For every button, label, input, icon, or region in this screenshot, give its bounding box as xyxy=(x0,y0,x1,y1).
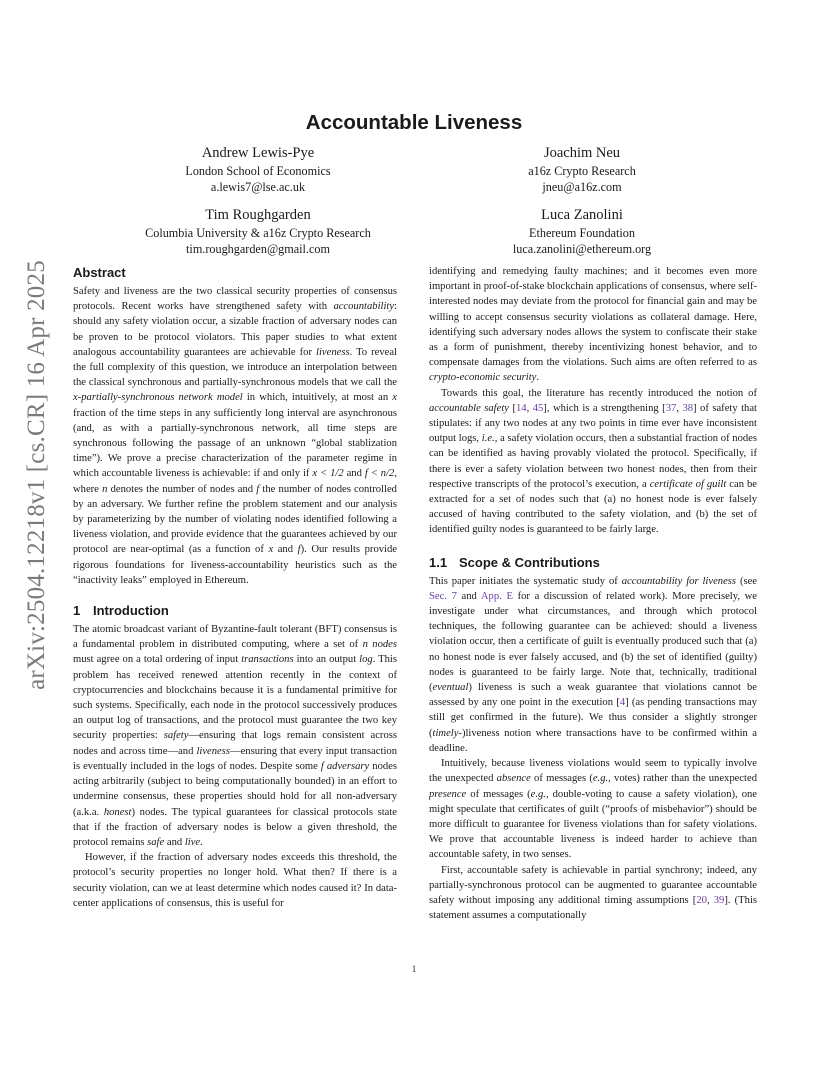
author-email[interactable]: tim.roughgarden@gmail.com xyxy=(186,242,330,256)
paper-title: Accountable Liveness xyxy=(305,111,523,134)
author-name: Luca Zanolini xyxy=(541,207,623,223)
author-block-3 xyxy=(103,205,413,257)
abstract-text: Safety and liveness are the two classical security properties of consensus protocols. Recent works have strengthened safety with accountability: should any safety violation occur, a sizable fraction of adversary nodes can be proven to be protocol violators. This paper studies to what extent analogous accountability guarantees are achievable for liveness. To reveal the full complexity of this question, we introduce an interpolation between the classical synchronous and partially-synchronous models that we call the x-partially-synchronous network model in which, intuitively, at most an x fraction of the time steps in any sufficiently long interval are asynchronous (and, as with a partially-synchronous network, all time steps are synchronous following the passage of an unknown “global stablization time”). We prove a precise characterization of the parameter regime in which accountable liveness is achievable: if and only if x < 1/2 and f < n/2, where n denotes the number of nodes and f the number of nodes controlled by an adversary. We further refine the problem statement and our analysis by parameterizing by the number of violating nodes identified following a liveness violation, and provide evidence that the guarantees achieved by our protocol are near-optimal (as a function of x and f). Our results provide rigorous foundations for liveness-accountability heuristics such as the “inactivity leaks” employed in Ethereum. xyxy=(73,286,398,586)
intro-paragraph-2: However, if the fraction of adversary nodes exceeds this threshold, the protocol’s security properties no longer hold. What then? If there is a security violation, can we at least determine which nodes caused it? In data-center applications of consensus, this is useful for xyxy=(73,852,397,909)
scope-paragraph-1: This paper initiates the systematic study of accountability for liveness (see Sec. 7 and App. E for a discussion of related work). More precisely, we investigate under what circumstances, and through which protocol techniques, the following guarantee can be achieved: should a liveness violation occur, then a certificate of guilt is eventually produced such that (a) no honest node is ever falsely accused, and (b) the set of identified (guilty) nodes is guaranteed to be fairly large. Note that, technically, traditional (eventual) liveness is such a weak guarantee that violations cannot be assessed by any one point in the execution [4] (as pending transactions may still get confirmed in the future). We thus consider a slightly stronger (timely-)liveness notion where transactions have to be confirmed within a deadline. xyxy=(429,575,758,754)
section-link[interactable]: Sec. 7 xyxy=(429,590,457,602)
appendix-link[interactable]: App. E xyxy=(480,590,513,602)
section-heading-scope: 1.1 Scope & Contributions xyxy=(429,554,600,570)
scope-paragraph-2: Intuitively, because liveness violations would seem to typically involve the unexpected absence of messages (e.g., votes) rather than the unexpected presence of messages (e.g., double-voting to cause a safety violation), one might speculate that certificates of guilt (“proofs of misbehavior”) should be more difficult to guarantee for liveness violations than for safety violations. We prove that accountable liveness is indeed harder to achieve than accountable safety, in two senses. xyxy=(429,758,757,861)
abstract-heading: Abstract xyxy=(73,265,126,280)
arxiv-identifier xyxy=(22,260,52,690)
author-name: Andrew Lewis-Pye xyxy=(201,145,315,161)
author-email[interactable]: jneu@a16z.com xyxy=(542,180,622,194)
author-name: Tim Roughgarden xyxy=(205,207,311,223)
author-affiliation: London School of Economics xyxy=(185,164,331,178)
left-column xyxy=(73,264,397,911)
intro-paragraph-4: Towards this goal, the literature has recently introduced the notion of accountable safety [14, 45], which is a strengthening [37, 38] of safety that stipulates: if any two nodes at any two points in time ever have inconsistent output logs, i.e., a safety violation occurs, then a substantial fraction of nodes can be identified as having provably violated the protocol. Specifically, if there is ever a safety violation between two honest nodes, then from their respective transcripts of the protocol’s execution, a certificate of guilt can be extracted for a set of nodes such that (a) no honest node is ever falsely accused of having contributed to the safety violation, and (b) the set of identified guilty nodes is guaranteed to be fairly large. xyxy=(429,387,758,536)
citation-link[interactable]: 37 xyxy=(665,402,677,414)
author-email[interactable]: a.lewis7@lse.ac.uk xyxy=(210,180,306,194)
citation-link[interactable]: 20 xyxy=(696,894,707,906)
author-block-1 xyxy=(118,143,398,195)
citation-link[interactable]: 4 xyxy=(619,697,626,709)
intro-paragraph-3: identifying and remedying faulty machines; and it becomes even more important in proof-of-stake blockchain applications of consensus, where self-interested nodes may deviate from the protocol for financial gain and may be willing to accept consensus security violations as collateral damage. Here, identifying such adversary nodes allows the system to confiscate their stake as a form of punishment, thereby incentivizing honest behavior, and to compensate damages from the violations. Such aims are often referred to as crypto-economic security. xyxy=(429,266,758,384)
author-affiliation: Columbia University & a16z Crypto Research xyxy=(145,226,371,240)
citation-link[interactable]: 39 xyxy=(713,894,725,906)
right-column xyxy=(429,264,757,923)
arxiv-id-text: arXiv:2504.12218v1 [cs.CR] 16 Apr 2025 xyxy=(23,260,50,690)
citation-link[interactable]: 45 xyxy=(532,402,544,414)
author-affiliation: a16z Crypto Research xyxy=(528,164,636,178)
author-email[interactable]: luca.zanolini@ethereum.org xyxy=(512,242,652,256)
intro-paragraph-1: The atomic broadcast variant of Byzantine-fault tolerant (BFT) consensus is a fundamental problem in distributed computing, where a set of n nodes must agree on a total ordering of input transactions into an output log. This problem has received renewed attention recently in the context of cryptocurrencies and blockchains because it is a fundamental primitive for such systems. Specifically, each node in the protocol successively produces an output log of transactions, and the protocol must guarantee the two key security properties: safety—ensuring that logs remain consistent across nodes and across time—and liveness—ensuring that every input transaction is eventually included in the logs of nodes. Despite some f adversary nodes acting arbitrarily (subject to being computationally bounded) in an effort to undermine consensus, these properties should hold for all non-adversary (a.k.a. honest) nodes. The typical guarantees for classical protocols state that if the fraction of adversary nodes is below a given threshold, the protocol remains safe and live. xyxy=(73,624,397,848)
author-affiliation: Ethereum Foundation xyxy=(529,226,635,240)
author-block-4 xyxy=(442,205,722,257)
citation-link[interactable]: 38 xyxy=(682,402,694,414)
author-block-2 xyxy=(442,143,722,195)
citation-link[interactable]: 14 xyxy=(515,402,527,414)
author-name: Joachim Neu xyxy=(543,145,621,161)
section-heading-introduction: 1 Introduction xyxy=(73,603,169,619)
scope-paragraph-3: First, accountable safety is achievable in partial synchrony; indeed, any partially-synchronous protocol can be augmented to guarantee accountable safety without imposing any additional timing assumptions [20, 39]. (This statement assumes a computationally xyxy=(429,864,758,922)
page-number: 1 xyxy=(411,964,417,974)
